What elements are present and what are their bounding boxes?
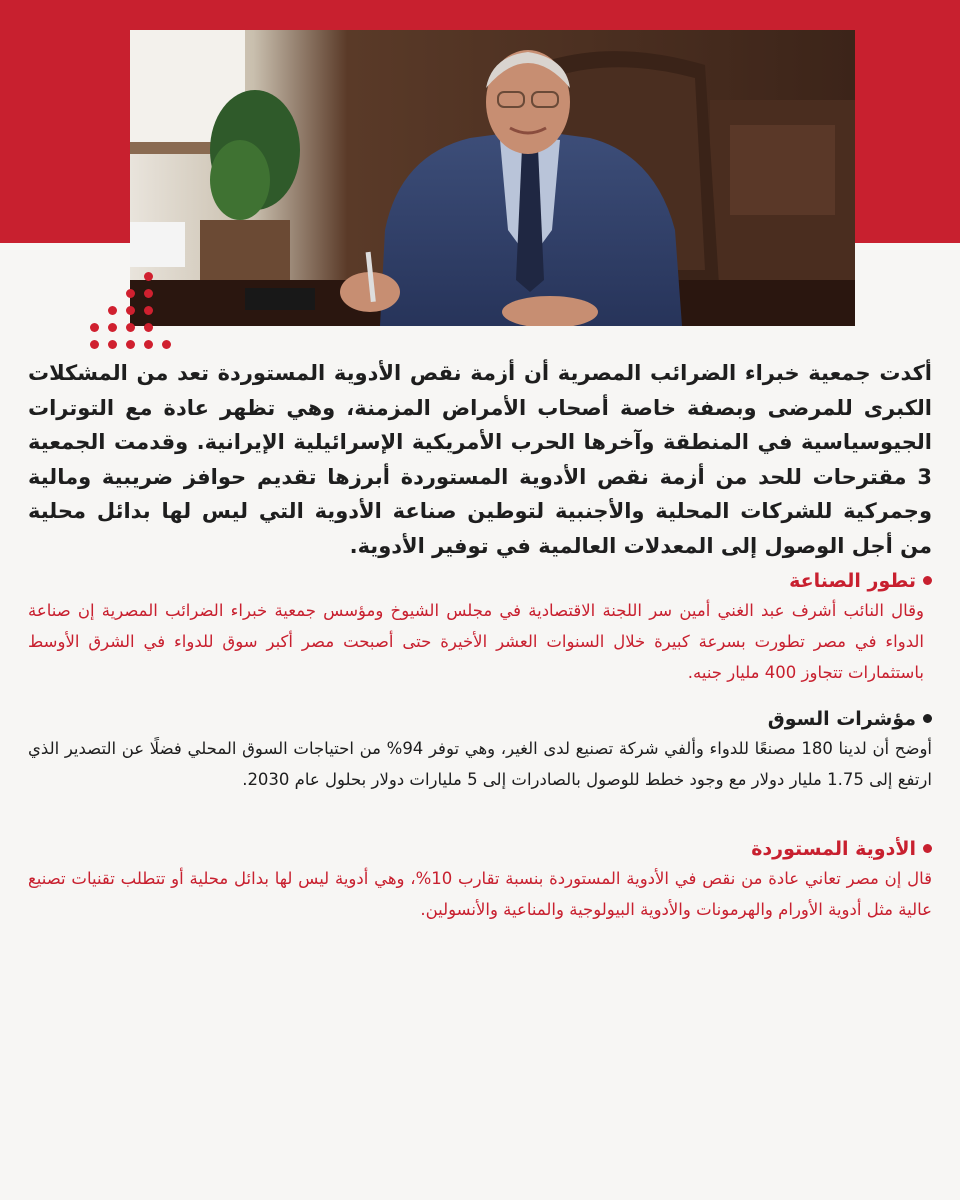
portrait-photo xyxy=(130,30,855,326)
article-lead: أكدت جمعية خبراء الضرائب المصرية أن أزمة نقص الأدوية المستوردة تعد من المشكلات الكبرى للمرضى وبصفة خاصة أصحاب الأمراض المزمنة، وهي تظهر عادة مع التوترات الجيوسياسية في المنطقة وآخرها الحرب الأمريكية الإسرائيلية الإيرانية. وقدمت الجمعية 3 مقترحات للحد من أزمة نقص الأدوية المستوردة أبرزها تقديم حوافز ضريبية ومالية وجمركية للشركات المحلية والأجنبية لتوطين صناعة الأدوية التي ليس لها بدائل محلية من أجل الوصول إلى المعدلات العالمية في توفير الأدوية. xyxy=(28,361,932,558)
dot xyxy=(144,340,153,349)
bullet-icon xyxy=(923,576,932,585)
section-imported xyxy=(28,835,932,925)
section-body: وقال النائب أشرف عبد الغني أمين سر اللجنة الاقتصادية في مجلس الشيوخ ومؤسس جمعية خبراء الضرائب المصرية إن صناعة الدواء في مصر تطورت بسرعة كبيرة خلال السنوات العشر الأخيرة حتى أصبحت مصر أكبر سوق للدواء في الشرق الأوسط باستثمارات تتجاوز 400 مليار جنيه. xyxy=(28,600,924,682)
bullet-icon xyxy=(923,844,932,853)
dot xyxy=(162,340,171,349)
section-title xyxy=(28,705,932,733)
section-market xyxy=(28,705,932,795)
section-title-text: الأدوية المستوردة xyxy=(751,837,916,860)
decorative-dots xyxy=(86,270,182,360)
dot xyxy=(90,323,99,332)
section-body: أوضح أن لدينا 180 مصنعًا للدواء وألفي شركة تصنيع لدى الغير، وهي توفر 94% من احتياجات السوق المحلي فضلًا عن التصدير الذي ارتفع إلى 1.75 مليار دولار مع وجود خطط للوصول بالصادرات إلى 5 مليارات دولار بحلول عام 2030. xyxy=(28,738,933,789)
dot xyxy=(108,306,117,315)
section-title-text: مؤشرات السوق xyxy=(767,707,916,730)
article xyxy=(28,356,932,925)
section-title-text: تطور الصناعة xyxy=(789,569,916,592)
dot xyxy=(144,306,153,315)
dot xyxy=(144,272,153,281)
dot xyxy=(126,340,135,349)
section-body: قال إن مصر تعاني عادة من نقص في الأدوية المستوردة بنسبة تقارب 10%، وهي أدوية ليس لها بدائل محلية أو تتطلب تقنيات تصنيع عالية مثل أدوية الأورام والهرمونات والأدوية البيولوجية والمناعية والأنسولين. xyxy=(28,868,932,919)
bullet-icon xyxy=(923,714,932,723)
dot xyxy=(144,323,153,332)
section-title xyxy=(28,835,932,863)
dot xyxy=(108,323,117,332)
section-industry xyxy=(28,567,932,688)
dot xyxy=(126,306,135,315)
dot xyxy=(126,289,135,298)
dot xyxy=(126,323,135,332)
section-title xyxy=(28,567,932,595)
dot xyxy=(108,340,117,349)
dot xyxy=(144,289,153,298)
dot xyxy=(90,340,99,349)
